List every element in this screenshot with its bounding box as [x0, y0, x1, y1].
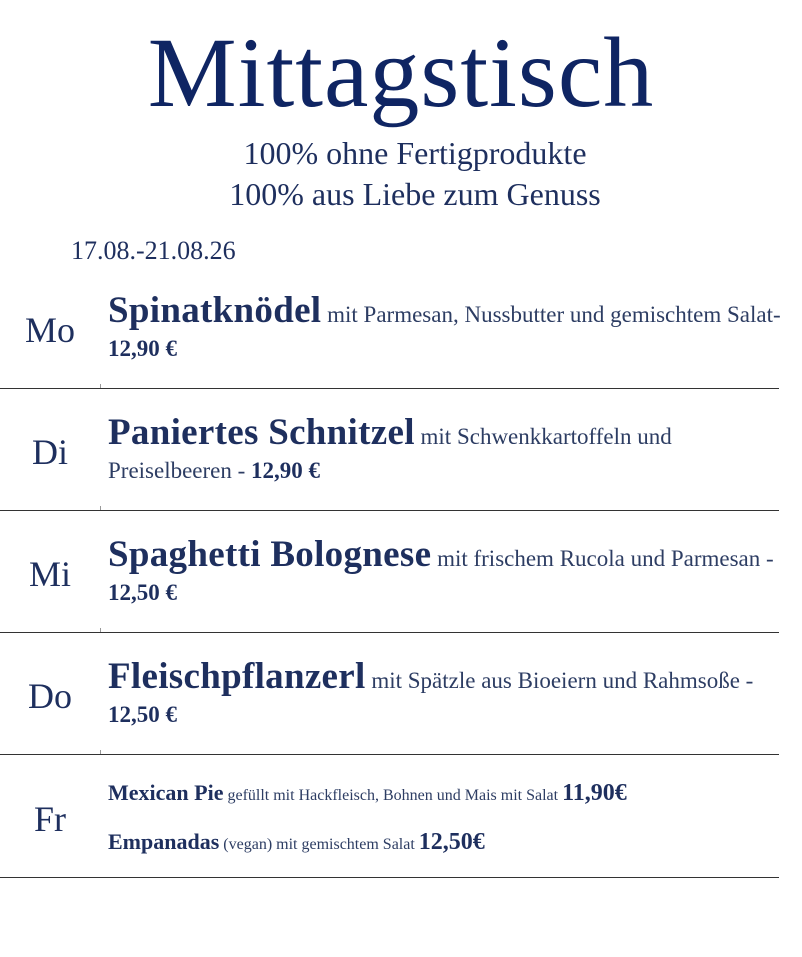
- subtitle-no-convenience: 100% ohne Fertigprodukte: [243, 135, 587, 171]
- dish-thursday: [108, 656, 788, 732]
- dish-description: mit frischem Rucola und Parmesan -: [431, 546, 774, 571]
- dish-name: Spinatknödel: [108, 290, 322, 331]
- dish-friday-2: [108, 827, 788, 860]
- dish-wednesday: [108, 534, 788, 610]
- dish-price: 12,90 €: [251, 458, 321, 483]
- dish-price: 11,90€: [562, 780, 627, 806]
- day-label-tuesday: Di: [32, 432, 68, 472]
- dish-monday: [108, 290, 788, 366]
- divider: [0, 510, 779, 511]
- day-label-thursday: Do: [28, 676, 72, 716]
- dish-friday-1: [108, 778, 788, 811]
- day-label-monday: Mo: [24, 310, 75, 350]
- dish-name: Empanadas: [108, 829, 220, 854]
- week-date-range: 17.08.-21.08.26: [71, 236, 236, 265]
- dish-price: 12,50€: [418, 829, 485, 855]
- divider: [0, 754, 779, 755]
- dish-name: Fleischpflanzerl: [108, 656, 366, 697]
- dish-description: gefüllt mit Hackfleisch, Bohnen und Mais mit Salat: [223, 787, 563, 804]
- page-title: Mittagstisch: [147, 17, 655, 128]
- day-label-friday: Fr: [33, 799, 66, 839]
- dish-description: mit Schwenkkartoffeln und Preiselbeeren -: [108, 424, 672, 483]
- dish-name: Mexican Pie: [108, 780, 224, 805]
- dish-name: Paniertes Schnitzel: [108, 412, 415, 453]
- dish-description: mit Parmesan, Nussbutter und gemischtem Salat-: [321, 302, 781, 327]
- divider: [0, 877, 779, 878]
- divider: [0, 388, 779, 389]
- day-label-wednesday: Mi: [28, 554, 71, 594]
- dish-price: 12,50 €: [108, 702, 177, 727]
- dish-price: 12,90 €: [108, 336, 177, 361]
- dish-description: (vegan) mit gemischtem Salat: [219, 836, 419, 853]
- dish-description: mit Spätzle aus Bioeiern und Rahmsoße -: [365, 668, 754, 693]
- dish-price: 12,50 €: [108, 580, 177, 605]
- subtitle-love-of-food: 100% aus Liebe zum Genuss: [229, 176, 601, 212]
- dish-tuesday: [108, 412, 788, 488]
- dish-name: Spaghetti Bolognese: [108, 534, 432, 575]
- divider: [0, 632, 779, 633]
